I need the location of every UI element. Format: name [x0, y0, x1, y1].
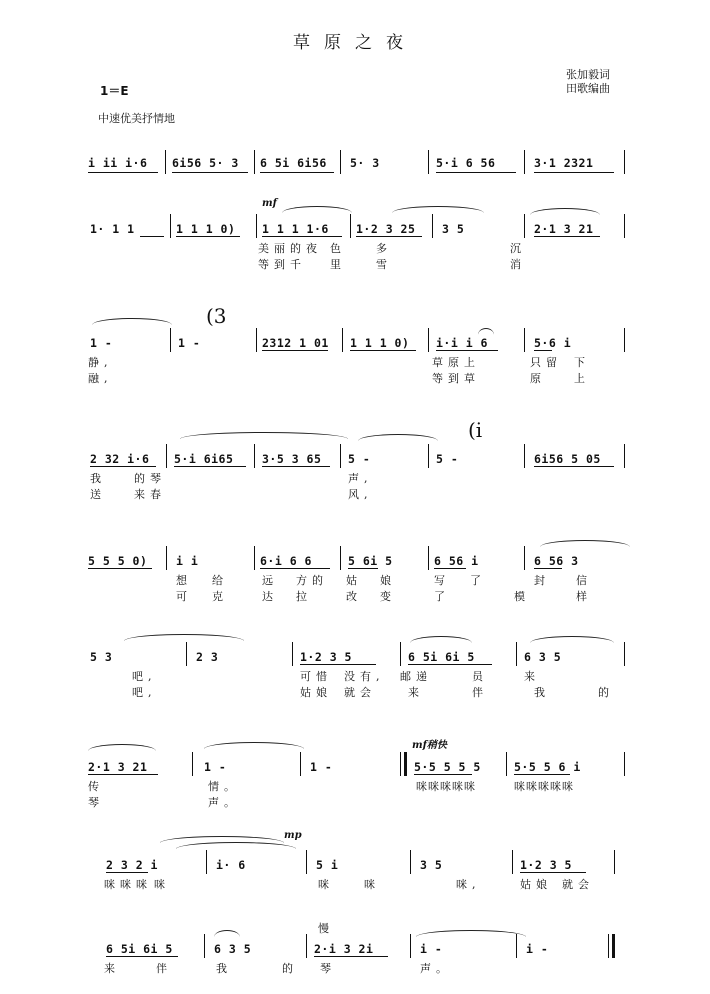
- barline: [186, 642, 187, 666]
- barline: [428, 546, 429, 570]
- measure: 6i56 5· 3: [172, 156, 239, 170]
- lyric: 我: [216, 962, 232, 975]
- slur: [180, 432, 348, 439]
- dynamic-marking: mp: [284, 830, 302, 841]
- tempo-change-marking: mf稍快: [412, 740, 447, 751]
- measure: 3 5: [420, 858, 443, 872]
- lyric: 改: [346, 590, 362, 603]
- lyric: 伴: [472, 686, 488, 699]
- key-signature: 1＝E: [100, 84, 129, 98]
- barline: [624, 214, 625, 238]
- barline: [292, 642, 293, 666]
- lyric: 等到千: [258, 258, 306, 271]
- tempo-marking: 中速优美抒情地: [98, 112, 175, 125]
- lyric: 草原上: [432, 356, 480, 369]
- measure: 5 3: [90, 650, 113, 664]
- lyric: 的琴: [134, 472, 166, 485]
- measure: 5·6 i: [534, 336, 572, 350]
- lyric: 方的: [296, 574, 328, 587]
- barline: [400, 642, 401, 666]
- beam-underline: [348, 568, 378, 569]
- measure: 1 -: [204, 760, 227, 774]
- lyric: 送: [90, 488, 106, 501]
- barline: [524, 444, 525, 468]
- lyric: 样: [576, 590, 592, 603]
- lyric: 没有,: [344, 670, 385, 683]
- lyric: 姑娘: [300, 686, 332, 699]
- lyric: 消: [510, 258, 526, 271]
- slur: [204, 742, 304, 749]
- barline: [524, 214, 525, 238]
- lyric: 咪: [364, 878, 380, 891]
- barline: [254, 444, 255, 468]
- measure: 5 6i 5: [348, 554, 393, 568]
- slur: [416, 930, 526, 937]
- lyric: 我: [90, 472, 106, 485]
- beam-underline: [356, 236, 422, 237]
- lyric: 封: [534, 574, 550, 587]
- barline: [206, 850, 207, 874]
- barline: [306, 934, 307, 958]
- measure: 2·1 3 21: [88, 760, 148, 774]
- measure: 1 -: [178, 336, 201, 350]
- measure: i·i i 6: [436, 336, 488, 350]
- measure: 1·2 3 5: [520, 858, 572, 872]
- barline: [166, 444, 167, 468]
- lyric: 只留: [530, 356, 562, 369]
- measure: 2 3: [196, 650, 219, 664]
- measure: 1 1 1 0): [350, 336, 410, 350]
- composer-credit: 田歌编曲: [566, 82, 610, 95]
- beam-underline: [88, 172, 158, 173]
- measure: 2 32 i·6: [90, 452, 150, 466]
- measure: 1·2 3 25: [356, 222, 416, 236]
- barline: [624, 328, 625, 352]
- barline: [516, 934, 517, 958]
- barline: [166, 546, 167, 570]
- measure: 3·1 2321: [534, 156, 594, 170]
- barline: [306, 850, 307, 874]
- lyric: 雪: [376, 258, 392, 271]
- lyric: 模: [514, 590, 530, 603]
- beam-underline: [414, 774, 472, 775]
- beam-underline: [520, 872, 586, 873]
- barline: [256, 328, 257, 352]
- measure: 6·i 6 6: [260, 554, 312, 568]
- beam-underline: [300, 664, 376, 665]
- beam-underline: [176, 236, 240, 237]
- lyric: 咪: [318, 878, 334, 891]
- measure: 2·i 3 2i: [314, 942, 374, 956]
- barline: [516, 642, 517, 666]
- lyric: 来: [104, 962, 120, 975]
- beam-underline: [90, 466, 156, 467]
- lyric: 变: [380, 590, 396, 603]
- lyric: 邮递: [400, 670, 432, 683]
- slur: [176, 842, 296, 849]
- barline: [624, 150, 625, 174]
- slur: [282, 206, 352, 213]
- lyric: 融,: [88, 372, 113, 385]
- slur: [530, 636, 614, 643]
- parenthetical-note: (3: [206, 304, 227, 328]
- lyric: 咪咪咪: [104, 878, 152, 891]
- beam-underline: [262, 350, 328, 351]
- slur: [92, 318, 172, 325]
- measure: 6i56 5 05: [534, 452, 601, 466]
- slur: [540, 540, 630, 547]
- barline: [165, 150, 166, 174]
- lyric: 琴: [88, 796, 104, 809]
- lyric: 上: [574, 372, 590, 385]
- lyric: 了: [434, 590, 450, 603]
- lyric: 风,: [348, 488, 373, 501]
- parenthetical-note: (i: [468, 418, 483, 442]
- lyric: 声,: [348, 472, 373, 485]
- lyric: 娘: [380, 574, 396, 587]
- lyric: 多: [376, 242, 392, 255]
- lyric: 姑娘: [520, 878, 552, 891]
- lyric: 来春: [134, 488, 166, 501]
- beam-underline: [314, 956, 388, 957]
- lyric: 克: [212, 590, 228, 603]
- measure: 6 3 5: [524, 650, 562, 664]
- barline: [428, 328, 429, 352]
- measure: 6 5i 6i 5: [408, 650, 475, 664]
- barline: [350, 214, 351, 238]
- barline: [428, 444, 429, 468]
- barline: [254, 546, 255, 570]
- lyric: 我: [534, 686, 550, 699]
- beam-underline: [534, 236, 600, 237]
- beam-underline: [172, 172, 248, 173]
- beam-underline: [434, 568, 466, 569]
- lyric: 传: [88, 780, 104, 793]
- lyric: 拉: [296, 590, 312, 603]
- barline: [300, 752, 301, 776]
- barline: [170, 214, 171, 238]
- barline: [624, 642, 625, 666]
- barline: [614, 850, 615, 874]
- slur: [124, 634, 244, 641]
- measure: 5·i 6 56: [436, 156, 496, 170]
- lyric: 的: [282, 962, 298, 975]
- lyric: 来: [524, 670, 540, 683]
- slur: [530, 208, 600, 215]
- lyric: 里: [330, 258, 346, 271]
- slur: [410, 636, 472, 643]
- lyric: 沉: [510, 242, 526, 255]
- beam-underline: [106, 872, 148, 873]
- measure: i -: [526, 942, 549, 956]
- lyric: 来: [408, 686, 424, 699]
- lyric: 声。: [420, 962, 452, 975]
- barline: [192, 752, 193, 776]
- song-title: 草原之夜: [293, 33, 417, 53]
- beam-underline: [260, 172, 334, 173]
- slur: [392, 206, 484, 213]
- measure: 1 -: [90, 336, 113, 350]
- beam-underline: [436, 350, 498, 351]
- lyric: 员: [472, 670, 488, 683]
- barline: [524, 328, 525, 352]
- barline: [340, 150, 341, 174]
- measure: 6 56 3: [534, 554, 579, 568]
- lyric: 咪咪咪咪咪: [514, 780, 574, 793]
- barline: [506, 752, 507, 776]
- measure: 3 5: [442, 222, 465, 236]
- beam-underline: [408, 664, 492, 665]
- beam-underline: [140, 236, 164, 237]
- measure: 1·2 3 5: [300, 650, 352, 664]
- measure: 5 5 5 0): [88, 554, 148, 568]
- barline: [254, 150, 255, 174]
- slur: [88, 744, 156, 751]
- barline: [340, 546, 341, 570]
- beam-underline: [534, 350, 552, 351]
- measure: 2·1 3 21: [534, 222, 594, 236]
- lyric: 咪,: [456, 878, 481, 891]
- lyric: 了: [470, 574, 486, 587]
- lyric: 原: [530, 372, 546, 385]
- barline: [204, 934, 205, 958]
- dynamic-marking: mf: [262, 198, 277, 209]
- lyric: 就会: [562, 878, 594, 891]
- lyric: 想: [176, 574, 207, 587]
- measure: 5 -: [436, 452, 459, 466]
- beam-underline: [88, 568, 152, 569]
- lyric: 给: [212, 574, 228, 587]
- lyric: 声。: [208, 796, 240, 809]
- barline: [410, 850, 411, 874]
- barline: [342, 328, 343, 352]
- beam-underline: [350, 350, 416, 351]
- barline: [410, 934, 411, 958]
- lyric: 吧,: [132, 670, 157, 683]
- measure: 5·5 5 6 i: [514, 760, 581, 774]
- measure: 6 5i 6i56: [260, 156, 327, 170]
- lyric: 美丽的夜: [258, 242, 322, 255]
- measure: 6 56 i: [434, 554, 479, 568]
- beam-underline: [534, 172, 614, 173]
- measure: 1· 1 1: [90, 222, 135, 236]
- measure: i· 6: [216, 858, 246, 872]
- slur: [478, 328, 494, 335]
- barline: [624, 752, 625, 776]
- measure: i -: [420, 942, 443, 956]
- measure: 5 i: [316, 858, 339, 872]
- tempo-change-marking: 慢: [318, 922, 334, 935]
- barline: [340, 444, 341, 468]
- measure: 5· 3: [350, 156, 380, 170]
- lyric: 静,: [88, 356, 113, 369]
- beam-underline: [534, 568, 562, 569]
- measure: 5 -: [348, 452, 371, 466]
- measure: 2312 1 01: [262, 336, 329, 350]
- measure: 5·i 6i65: [174, 452, 234, 466]
- beam-underline: [106, 956, 178, 957]
- measure: 1 -: [310, 760, 333, 774]
- barline: [524, 546, 525, 570]
- lyric: 可: [176, 590, 192, 603]
- barline: [428, 150, 429, 174]
- lyric: 咪咪咪咪咪: [416, 780, 476, 793]
- measure: 6 5i 6i 5: [106, 942, 173, 956]
- barline: [608, 934, 609, 958]
- beam-underline: [262, 236, 342, 237]
- measure: 1 1 1 1·6: [262, 222, 329, 236]
- lyric: 信: [576, 574, 592, 587]
- barline: [624, 444, 625, 468]
- lyric: 姑: [346, 574, 362, 587]
- measure: i i: [176, 554, 199, 568]
- repeat-barline: [404, 752, 407, 776]
- lyric: 咪: [154, 878, 170, 891]
- barline: [432, 214, 433, 238]
- lyric: 可惜: [300, 670, 332, 683]
- slur: [358, 434, 438, 441]
- measure: 6 3 5: [214, 942, 252, 956]
- measure: 1 1 1 0): [176, 222, 236, 236]
- lyric: 吧,: [132, 686, 157, 699]
- lyric: 就会: [344, 686, 376, 699]
- barline: [524, 150, 525, 174]
- lyric: 写: [434, 574, 450, 587]
- lyric: 色: [330, 242, 346, 255]
- measure: 3·5 3 65: [262, 452, 322, 466]
- beam-underline: [514, 774, 570, 775]
- final-barline: [612, 934, 615, 958]
- beam-underline: [88, 774, 158, 775]
- lyricist-credit: 张加毅词: [566, 68, 610, 81]
- lyric: 琴: [320, 962, 336, 975]
- beam-underline: [262, 466, 330, 467]
- measure: i ii i·6: [88, 156, 148, 170]
- measure: 2 3 2 i: [106, 858, 158, 872]
- barline: [512, 850, 513, 874]
- beam-underline: [436, 172, 516, 173]
- lyric: 等到草: [432, 372, 480, 385]
- measure: 5·5 5 5 5: [414, 760, 481, 774]
- beam-underline: [534, 466, 614, 467]
- lyric: 远: [262, 574, 278, 587]
- lyric: 达: [262, 590, 278, 603]
- lyric: 伴: [156, 962, 172, 975]
- beam-underline: [260, 568, 330, 569]
- lyric: 下: [574, 356, 590, 369]
- slur: [214, 930, 240, 937]
- lyric: 的: [598, 686, 614, 699]
- lyric: 情。: [208, 780, 240, 793]
- beam-underline: [174, 466, 246, 467]
- barline: [400, 752, 401, 776]
- barline: [170, 328, 171, 352]
- barline: [256, 214, 257, 238]
